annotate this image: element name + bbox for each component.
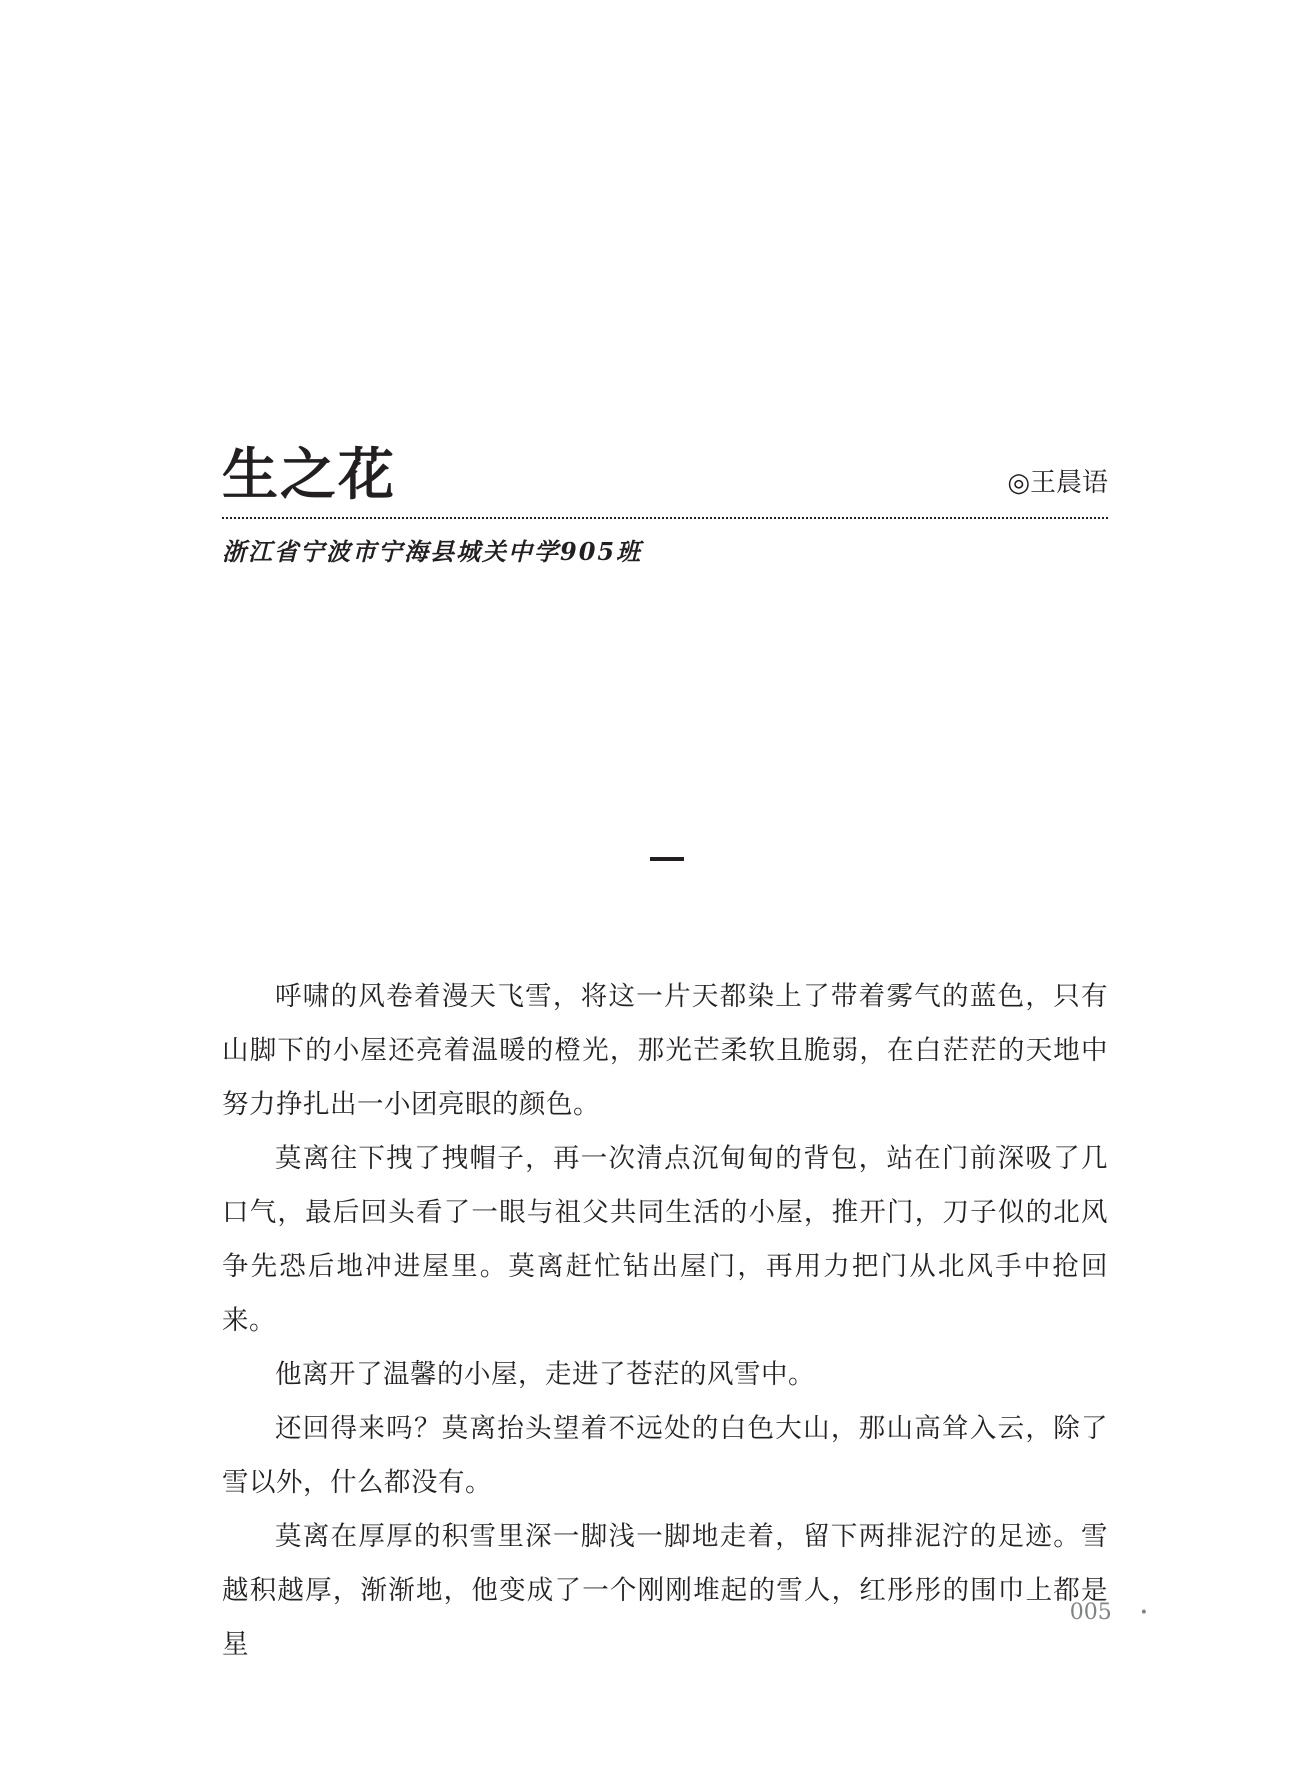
page-number: 005 [1069,1600,1112,1625]
paragraph: 莫离在厚厚的积雪里深一脚浅一脚地走着，留下两排泥泞的足迹。雪越积越厚，渐渐地，他变成了一个刚刚堆起的雪人，红彤彤的围巾上都是星 [222,1521,1108,1660]
page-footer [1070,1600,1148,1625]
paragraph: 还回得来吗？莫离抬头望着不远处的白色大山，那山高耸入云，除了雪以外，什么都没有。 [222,1413,1108,1498]
article-body [222,970,1108,1672]
title-divider [222,517,1108,519]
paragraph: 他离开了温馨的小屋，走进了苍茫的风雪中。 [275,1359,815,1390]
author-school: 浙江省宁波市宁海县城关中学905班 [222,537,643,566]
section-number [650,857,684,861]
article-author: ◎王晨语 [1007,468,1108,498]
article-title: 生之花 [222,443,396,508]
footer-dot: • [1139,1605,1148,1621]
paragraph: 呼啸的风卷着漫天飞雪，将这一片天都染上了带着雾气的蓝色，只有山脚下的小屋还亮着温暖的橙光，那光芒柔软且脆弱，在白茫茫的天地中努力挣扎出一小团亮眼的颜色。 [222,981,1108,1120]
paragraph: 莫离往下拽了拽帽子，再一次清点沉甸甸的背包，站在门前深吸了几口气，最后回头看了一眼与祖父共同生活的小屋，推开门，刀子似的北风争先恐后地冲进屋里。莫离赶忙钻出屋门，再用力把门从北风手中抢回来。 [222,1143,1108,1336]
